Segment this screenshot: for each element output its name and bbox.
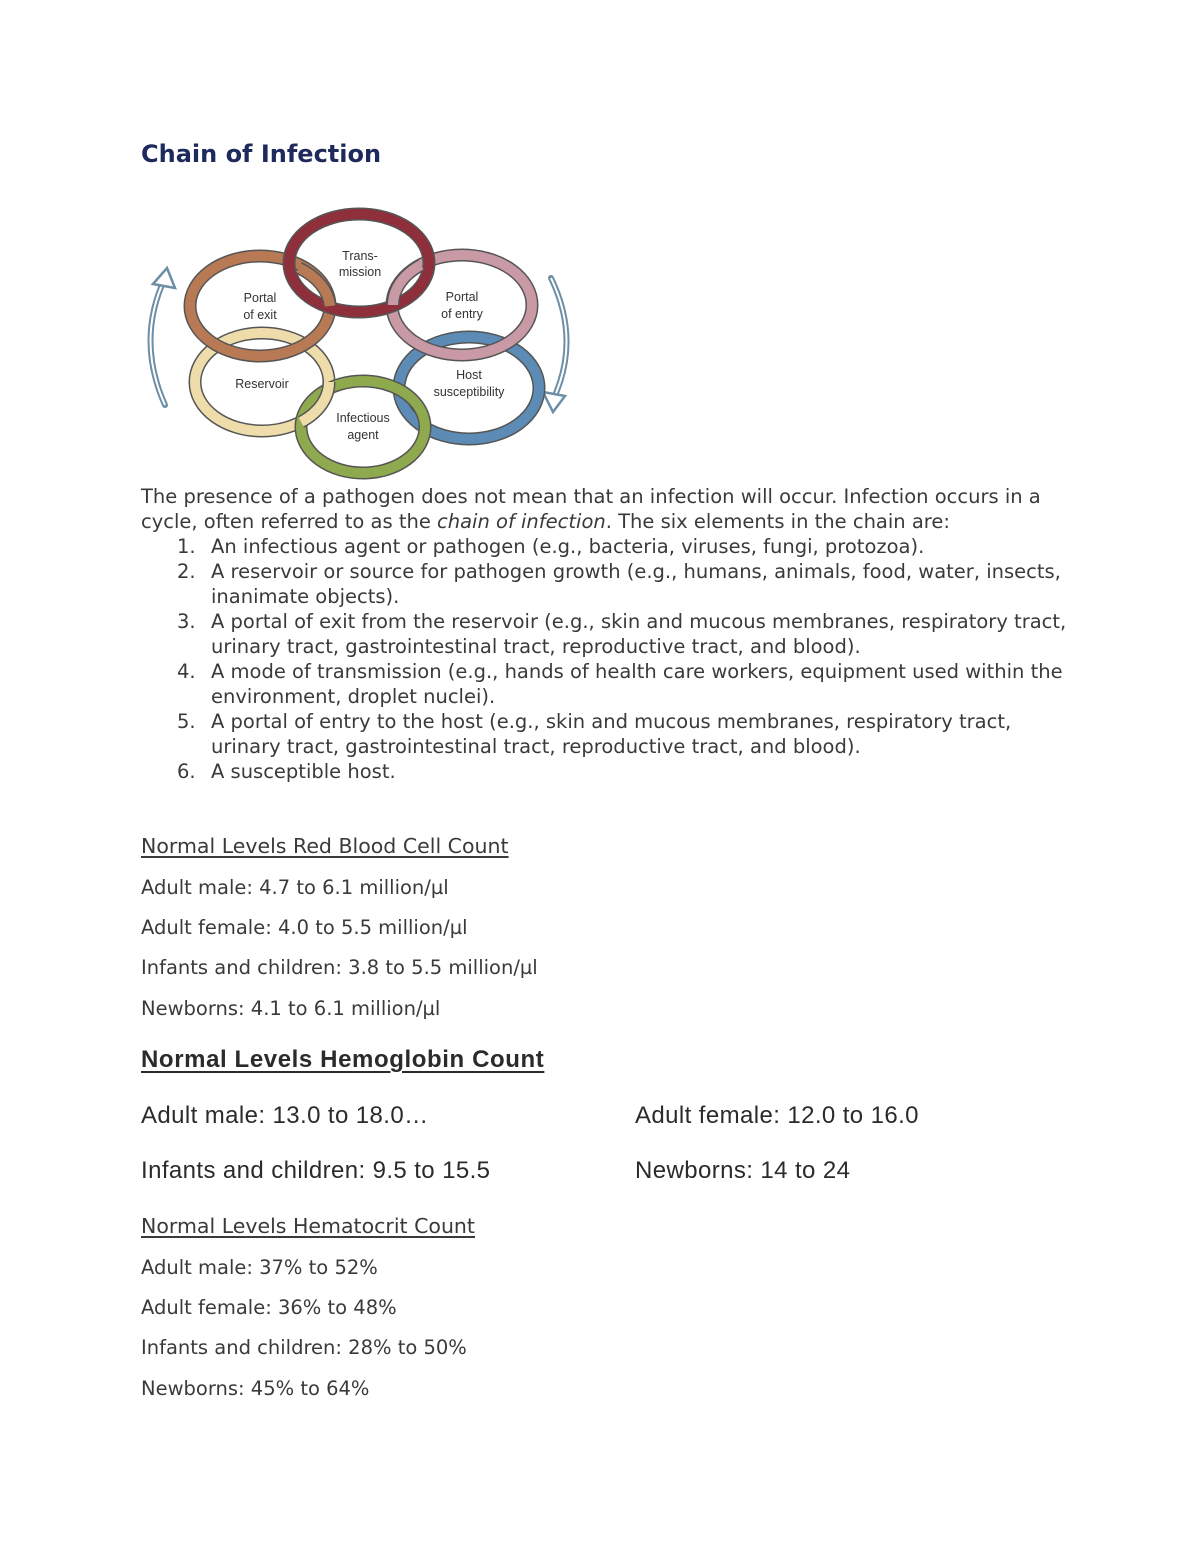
list-item: 6. A susceptible host. xyxy=(177,760,396,783)
list-item: 4. A mode of transmission (e.g., hands of health care workers, equipment used within the environment, droplet nuclei). xyxy=(177,660,1063,708)
hematocrit-heading: Normal Levels Hematocrit Count xyxy=(141,1214,475,1238)
intro-section xyxy=(141,484,1071,784)
ring-infectious-agent xyxy=(301,381,425,473)
label-portal-exit-1: Portal xyxy=(243,291,277,305)
intro-paragraph: The presence of a pathogen does not mean that an infection will occur. Infection occurs in a cycle, often referred to as the chain of infection. The six elements in the chain are: xyxy=(141,485,1041,533)
label-host-1: Host xyxy=(456,368,482,382)
hematocrit-adult-female: Adult female: 36% to 48% xyxy=(141,1296,397,1319)
label-portal-entry-1: Portal xyxy=(445,290,479,304)
rbc-heading: Normal Levels Red Blood Cell Count xyxy=(141,834,509,858)
hemoglobin-adult-male: Adult male: 13.0 to 18.0… xyxy=(141,1102,429,1129)
hemoglobin-infants-children: Infants and children: 9.5 to 15.5 xyxy=(141,1157,491,1184)
rbc-newborns: Newborns: 4.1 to 6.1 million/µl xyxy=(141,997,441,1020)
label-agent-2: agent xyxy=(347,428,379,442)
label-transmission-1: Trans- xyxy=(342,249,378,263)
label-host-2: susceptibility xyxy=(433,385,505,399)
ring-transmission xyxy=(289,214,429,312)
list-item: 1. An infectious agent or pathogen (e.g., bacteria, viruses, fungi, protozoa). xyxy=(177,535,925,558)
hematocrit-newborns: Newborns: 45% to 64% xyxy=(141,1377,370,1400)
chain-of-infection-diagram xyxy=(141,200,591,485)
arrowhead-up-icon xyxy=(153,268,175,288)
list-item: 5. A portal of entry to the host (e.g., skin and mucous membranes, respiratory tract, urinary tract, gastrointestinal tract, reproductive tract, and blood). xyxy=(177,710,1012,758)
hemoglobin-newborns: Newborns: 14 to 24 xyxy=(635,1157,851,1184)
hemoglobin-adult-female: Adult female: 12.0 to 16.0 xyxy=(635,1102,919,1129)
rbc-infants-children: Infants and children: 3.8 to 5.5 million/µl xyxy=(141,956,538,979)
hematocrit-adult-male: Adult male: 37% to 52% xyxy=(141,1256,378,1279)
chain-of-infection-emphasis: chain of infection xyxy=(437,510,606,533)
rbc-adult-female: Adult female: 4.0 to 5.5 million/µl xyxy=(141,916,468,939)
label-reservoir: Reservoir xyxy=(235,377,289,391)
label-agent-1: Infectious xyxy=(336,411,390,425)
hemoglobin-heading: Normal Levels Hemoglobin Count xyxy=(141,1046,545,1073)
label-portal-entry-2: of entry xyxy=(441,307,483,321)
page-title: Chain of Infection xyxy=(141,140,382,168)
list-item: 3. A portal of exit from the reservoir (e.g., skin and mucous membranes, respiratory tract, urinary tract, gastrointestinal tract, reproductive tract, and blood). xyxy=(177,610,1067,658)
chain-elements-list xyxy=(141,534,1071,784)
label-portal-exit-2: of exit xyxy=(243,308,277,322)
hematocrit-infants-children: Infants and children: 28% to 50% xyxy=(141,1336,467,1359)
label-transmission-2: mission xyxy=(338,265,382,279)
list-item: 2. A reservoir or source for pathogen growth (e.g., humans, animals, food, water, insects, inanimate objects). xyxy=(177,560,1061,608)
arrowhead-down-icon xyxy=(543,392,565,412)
rbc-adult-male: Adult male: 4.7 to 6.1 million/µl xyxy=(141,876,449,899)
